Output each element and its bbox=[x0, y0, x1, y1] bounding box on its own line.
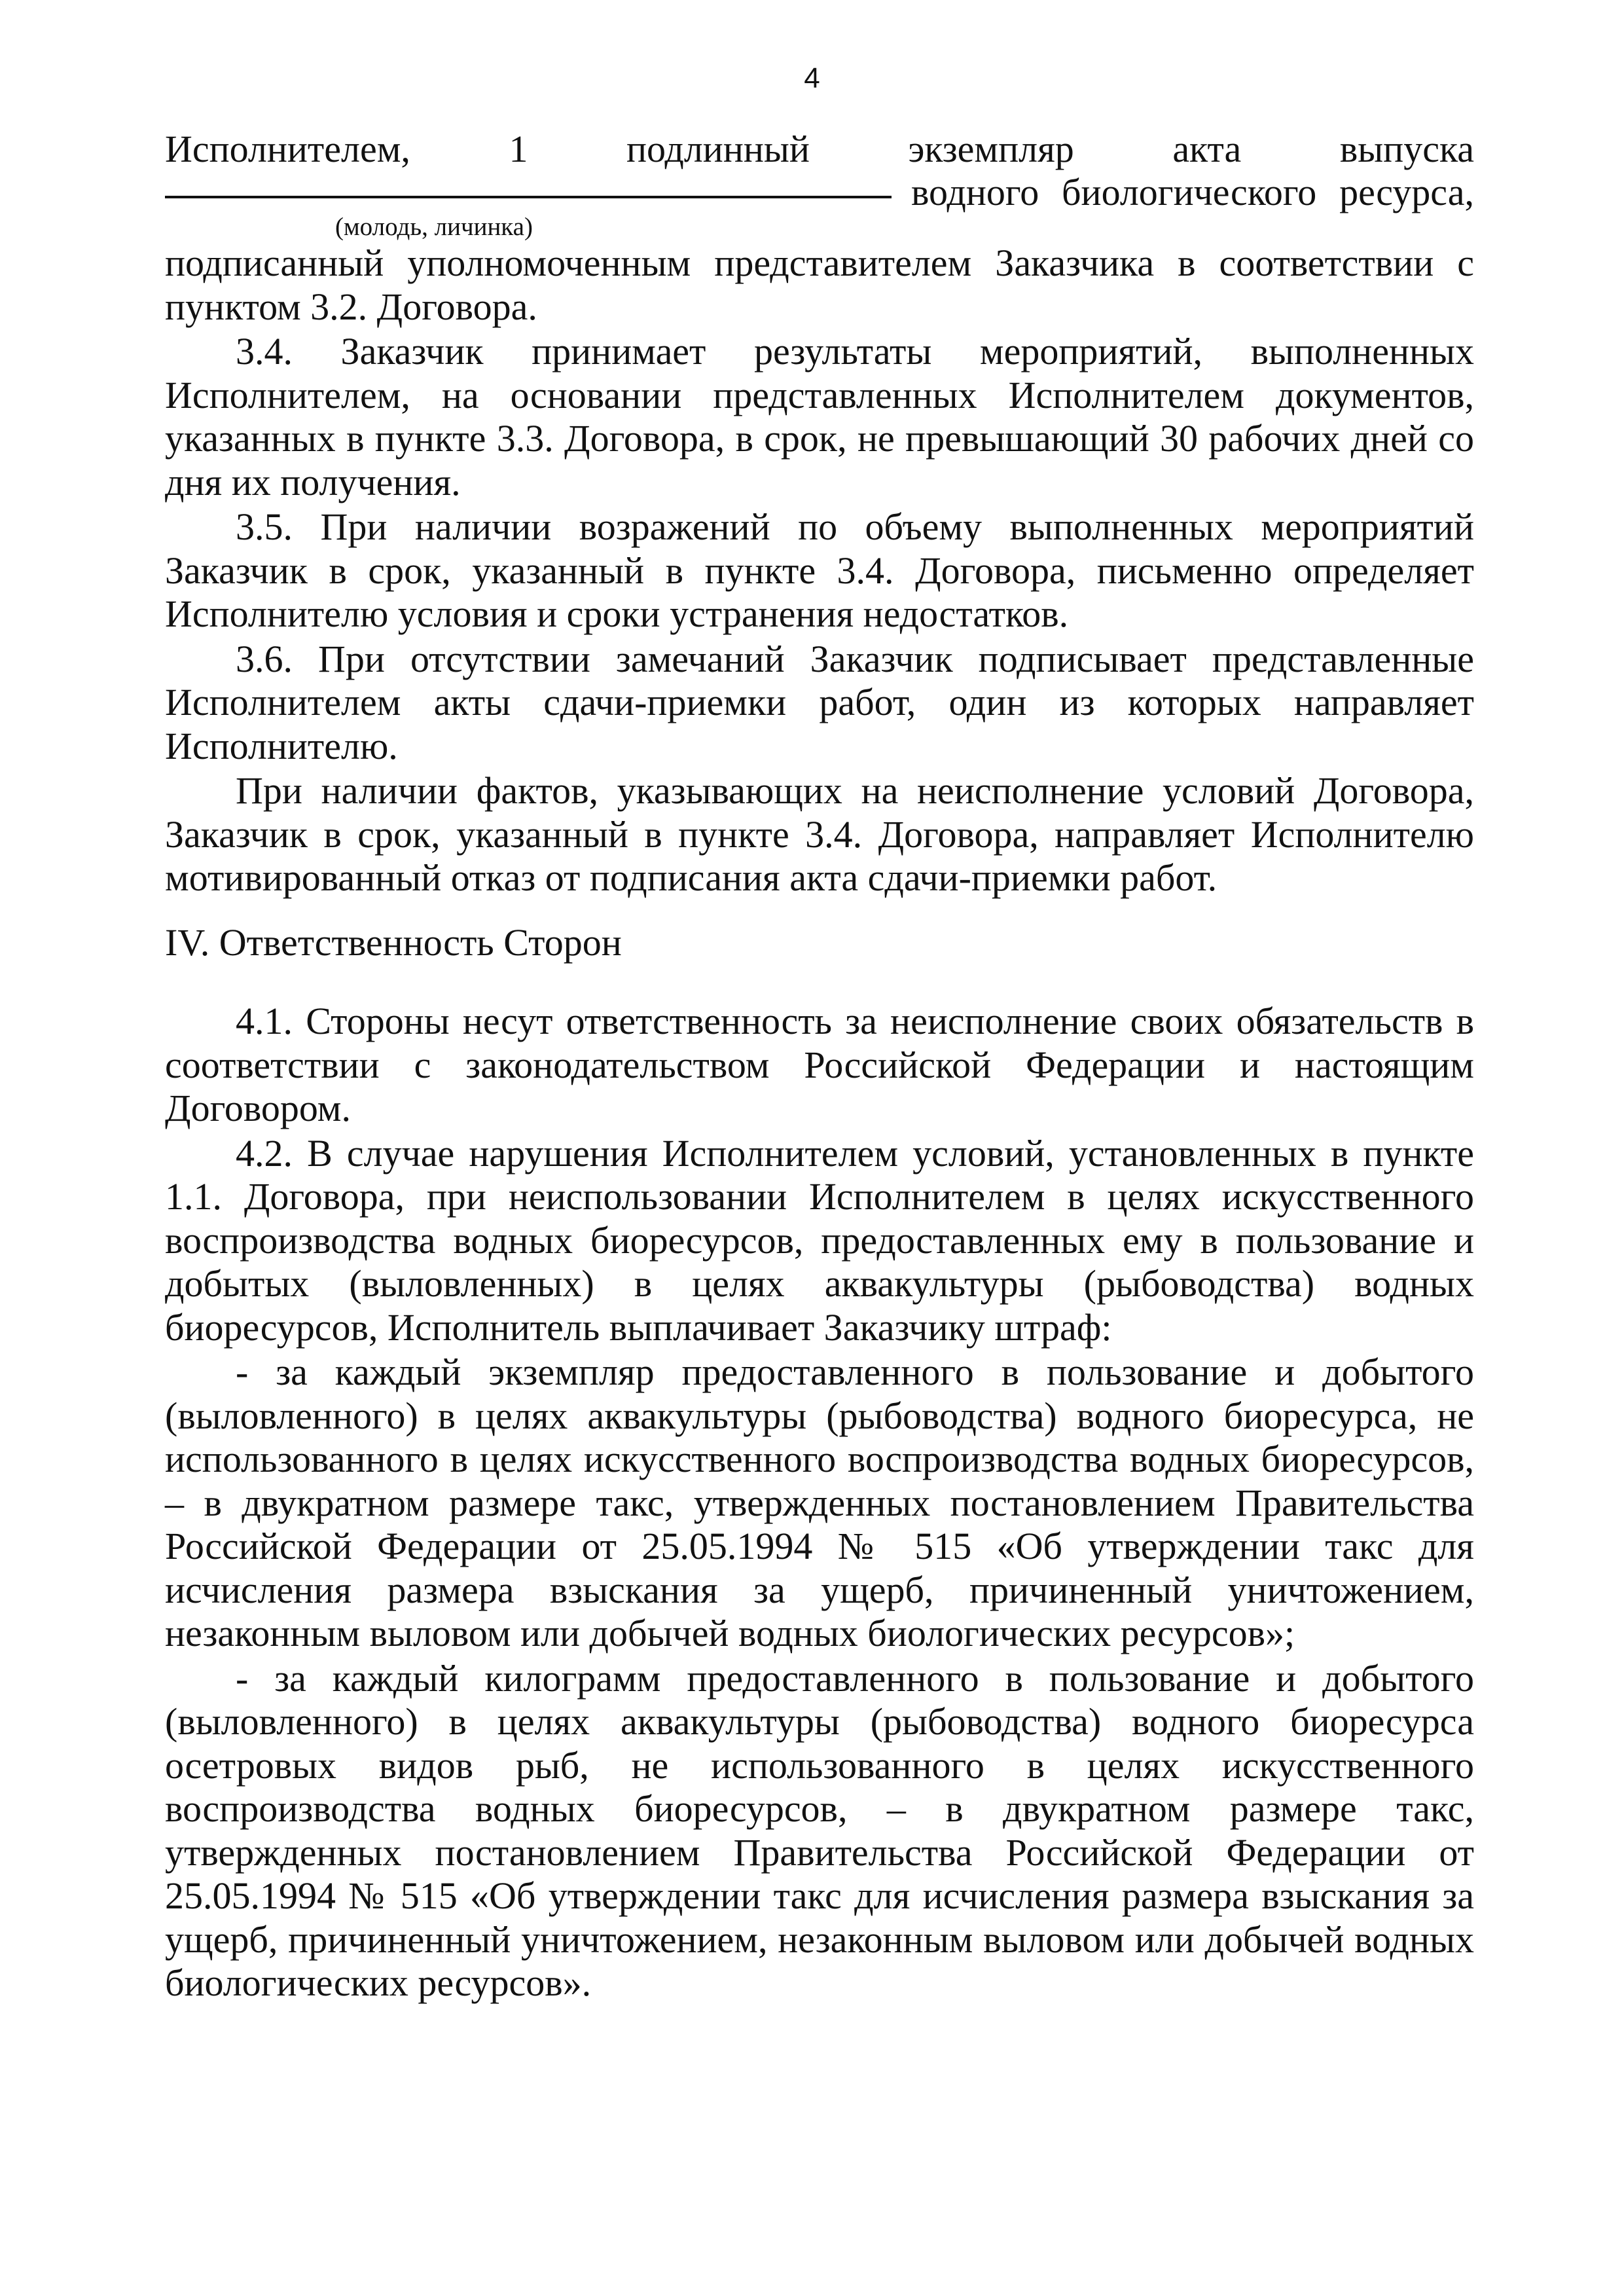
resource-line bbox=[165, 171, 1474, 213]
act-copy-line bbox=[165, 128, 1474, 171]
word-vodnogo: водного bbox=[911, 171, 1039, 213]
resource-text bbox=[911, 171, 1474, 215]
paragraph-signed: подписанный уполномоченным представителем Заказчика в соответствии с пунктом 3.2. Договора. bbox=[165, 242, 1474, 328]
word-biologicheskogo: биологического bbox=[1062, 171, 1317, 213]
paragraph-4-1: 4.1. Стороны несут ответственность за неисполнение своих обязательств в соответствии с законодательством Российской Федерации и настоящим Договором. bbox=[165, 1000, 1474, 1129]
paragraph-bullet-1: - за каждый экземпляр предоставленного в пользование и добытого (выловленного) в целях аквакультуры (рыбоводства) водного биоресурса, не использованного в целях искусственного воспроизводства водных биоресурсов, – в двукратном размере такс, утвержденных постановлением Правительства Российской Федерации от 25.05.1994 № 515 «Об утверждении такс для исчисления размера взыскания за ущерб, причиненный уничтожением, незаконным выловом или добычей водных биологических ресурсов»; bbox=[165, 1351, 1474, 1654]
paragraph-facts: При наличии фактов, указывающих на неисполнение условий Договора, Заказчик в срок, указанный в пункте 3.4. Договора, направляет Исполнителю мотивированный отказ от подписания акта сдачи-приемки работ. bbox=[165, 769, 1474, 899]
fill-in-blank bbox=[165, 196, 892, 198]
section-title: IV. Ответственность Сторон bbox=[165, 920, 622, 964]
paragraph-3-4: 3.4. Заказчик принимает результаты мероприятий, выполненных Исполнителем, на основании представленных Исполнителем документов, указанных в пункте 3.3. Договора, в срок, не превышающий 30 рабочих дней со дня их получения. bbox=[165, 330, 1474, 503]
paragraph-3-5: 3.5. При наличии возражений по объему выполненных мероприятий Заказчик в срок, указанный в пункте 3.4. Договора, письменно определяет Исполнителю условия и сроки устранения недостатков. bbox=[165, 505, 1474, 635]
page-number: 4 bbox=[804, 62, 820, 94]
word-resursa: ресурса, bbox=[1339, 171, 1474, 213]
word-ispolnitelem: Исполнителем, bbox=[165, 128, 410, 170]
word-ekzemplyar: экземпляр bbox=[908, 128, 1074, 170]
word-akta: акта bbox=[1172, 128, 1242, 170]
document-body bbox=[165, 128, 1474, 2005]
word-vypuska: выпуска bbox=[1339, 128, 1474, 170]
paragraph-3-6: 3.6. При отсутствии замечаний Заказчик подписывает представленные Исполнителем акты сдачи-приемки работ, один из которых направляет Исполнителю. bbox=[165, 637, 1474, 767]
paragraph-4-2: 4.2. В случае нарушения Исполнителем условий, установленных в пункте 1.1. Договора, при неиспользовании Исполнителем в целях искусственного воспроизводства водных биоресурсов, предоставленных ему в пользование и добытых (выловленных) в целях аквакультуры (рыбоводства) водных биоресурсов, Исполнитель выплачивает Заказчику штраф: bbox=[165, 1131, 1474, 1349]
word-podlinnyi: подлинный bbox=[626, 128, 810, 170]
word-one: 1 bbox=[509, 128, 528, 170]
paragraph-bullet-2: - за каждый килограмм предоставленного в пользование и добытого (выловленного) в целях аквакультуры (рыбоводства) водного биоресурса осетровых видов рыб, не использованного в целях искусственного воспроизводства водных биоресурсов, – в двукратном размере такс, утвержденных постановлением Правительства Российской Федерации от 25.05.1994 № 515 «Об утверждении такс для исчисления размера взыскания за ущерб, причиненный уничтожением, незаконным выловом или добычей водных биологических ресурсов». bbox=[165, 1656, 1474, 2004]
blank-caption: (молодь, личинка) bbox=[335, 213, 533, 241]
